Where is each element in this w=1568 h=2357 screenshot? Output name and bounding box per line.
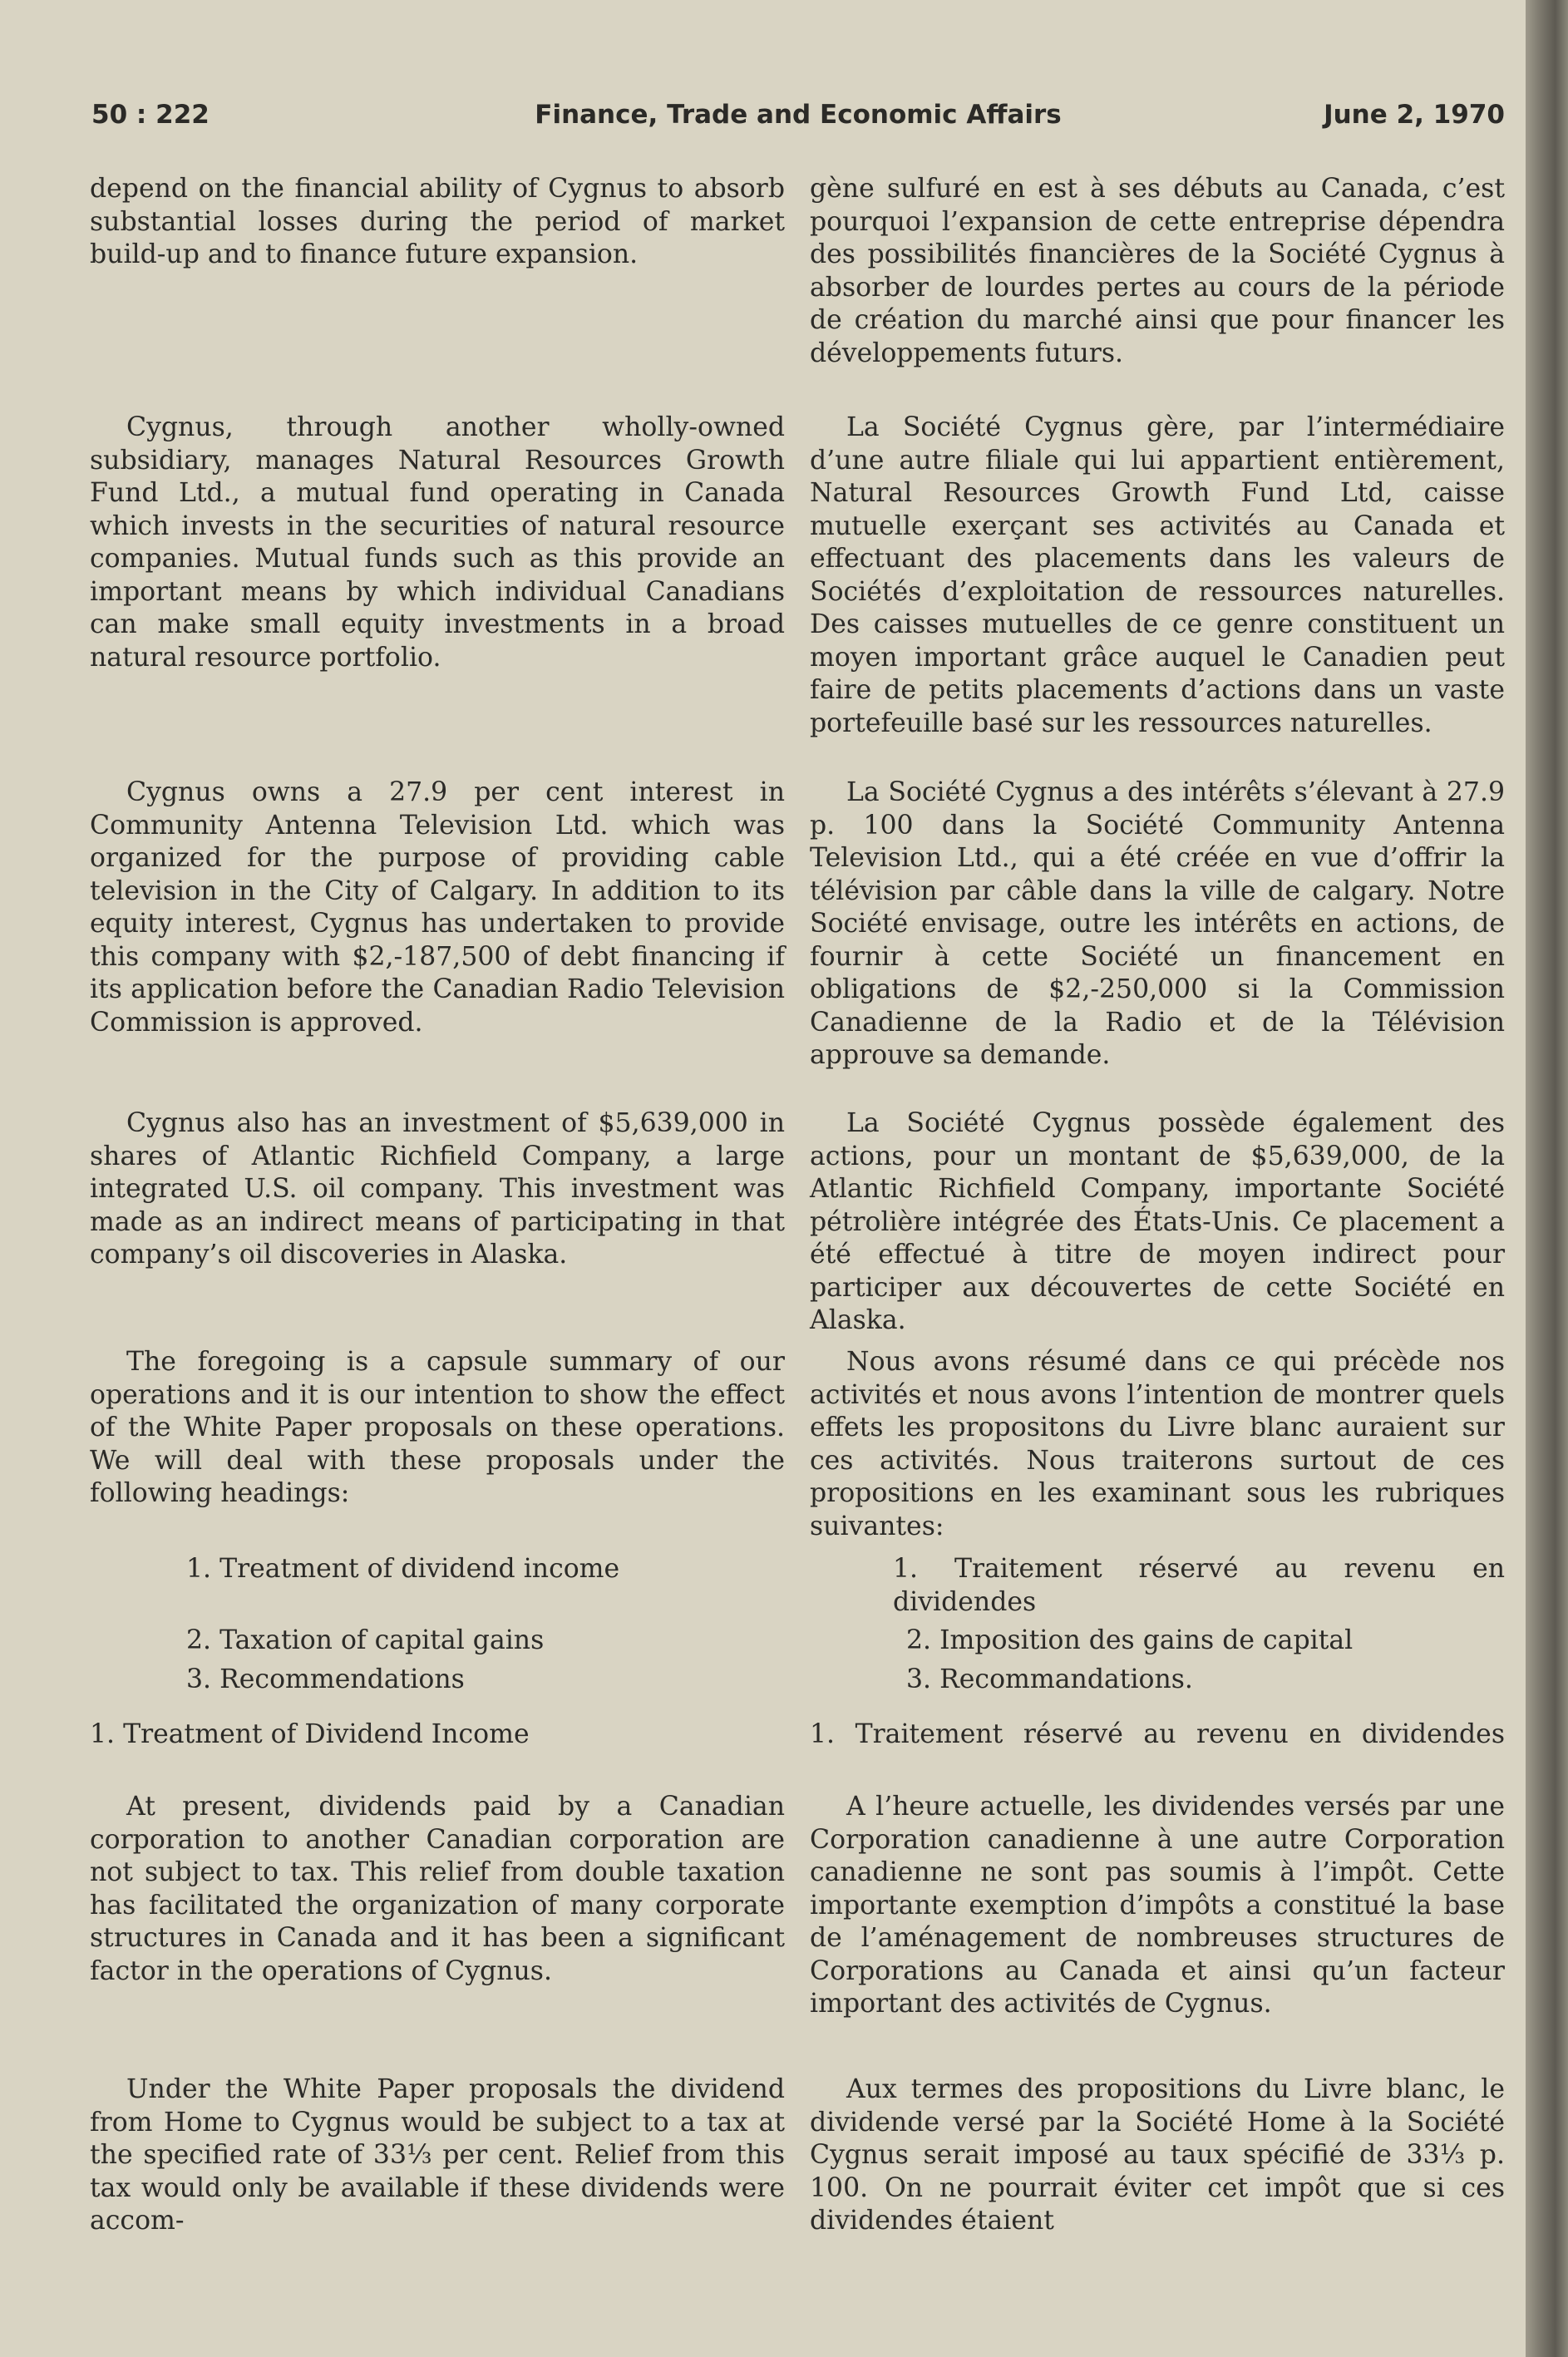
en-paragraph: Cygnus, through another wholly-owned subsidiary, manages Natural Resources Growth Fund Ltd., a mutual fund operating in Canada which invests in the securities of natural resource companies. Mutual funds such as this provide an important means by which individual Canadians can make small equity investments in a broad natural resource portfolio.	[90, 412, 785, 673]
fr-paragraph: gène sulfuré en est à ses débuts au Canada, c’est pourquoi l’expansion de cette entreprise dépendra des possibilités financières de la Société Cygnus à absorber de lourdes pertes au cours de la période de création du marché ainsi que pour financer les développements futurs.	[810, 174, 1505, 368]
committee-title: Finance, Trade and Economic Affairs	[535, 100, 1062, 130]
en-list-item: 3. Recommendations	[186, 1664, 465, 1694]
fr-section-heading: 1. Traitement réservé au revenu en dividendes	[810, 1719, 1505, 1749]
en-section-heading: 1. Treatment of Dividend Income	[90, 1719, 530, 1749]
fr-list-item	[810, 1553, 1505, 1619]
page-header	[91, 100, 1505, 141]
fr-paragraph: La Société Cygnus a des intérêts s’élevant à 27.9 p. 100 dans la Société Community Antenna Television Ltd., qui a été créée en vue d’offrir la télévision par câble dans la ville de calgary. Notre Société envisage, outre les intérêts en actions, de fournir à cette Société un financement en obligations de $2,-250,000 si la Commission Canadienne de la Radio et de la Télévision approuve sa demande.	[810, 777, 1505, 1070]
fr-list-item: 2. Imposition des gains de capital	[906, 1625, 1354, 1655]
en-paragraph: depend on the financial ability of Cygnus to absorb substantial losses during the period of market build-up and to finance future expansion.	[90, 174, 785, 269]
fr-paragraph: La Société Cygnus gère, par l’intermédiaire d’une autre filiale qui lui appartient entièrement, Natural Resources Growth Fund Ltd, caisse mutuelle exerçant ses activités au Canada et effectuant des placements dans les valeurs de Sociétés d’exploitation de ressources naturelles. Des caisses mutuelles de ce genre constituent un moyen important grâce auquel le Canadien peut faire de petits placements d’actions dans un vaste portefeuille basé sur les ressources naturelles.	[810, 412, 1505, 738]
en-paragraph: Under the White Paper proposals the dividend from Home to Cygnus would be subject to a tax at the specified rate of 33⅓ per cent. Relief from this tax would only be available if these dividends were accom-	[90, 2074, 785, 2236]
fr-paragraph: Nous avons résumé dans ce qui précède nos activités et nous avons l’intention de montrer quels effets les propositons du Livre blanc auraient sur ces activités. Nous traiterons surtout de ces propositions en les examinant sous les rubriques suivantes:	[810, 1347, 1505, 1541]
en-paragraph: At present, dividends paid by a Canadian corporation to another Canadian corporation are not subject to tax. This relief from double taxation has facilitated the organization of many corporate structures in Canada and it has been a significant factor in the operations of Cygnus.	[90, 1792, 785, 1986]
page-number: 50 : 222	[91, 100, 210, 130]
fr-paragraph: A l’heure actuelle, les dividendes versés par une Corporation canadienne à une autre Corporation canadienne ne sont pas soumis à l’impôt. Cette importante exemption d’impôts a constitué la base de l’aménagement de nombreuses structures de Corporations au Canada et ainsi qu’un facteur important des activités de Cygnus.	[810, 1792, 1505, 2019]
en-paragraph: Cygnus owns a 27.9 per cent interest in Community Antenna Television Ltd. which was organized for the purpose of providing cable television in the City of Calgary. In addition to its equity interest, Cygnus has undertaken to provide this company with $2,-187,500 of debt financing if its application before the Canadian Radio Television Commission is approved.	[90, 777, 785, 1038]
en-paragraph: Cygnus also has an investment of $5,639,000 in shares of Atlantic Richfield Company, a large integrated U.S. oil company. This investment was made as an indirect means of participating in that company’s oil discoveries in Alaska.	[90, 1108, 785, 1270]
en-paragraph: The foregoing is a capsule summary of our operations and it is our intention to show the effect of the White Paper proposals on these operations. We will deal with these proposals under the following headings:	[90, 1347, 785, 1508]
fr-list-item-text: 1. Traitement réservé au revenu en dividendes	[893, 1554, 1505, 1617]
page-date: June 2, 1970	[1324, 100, 1505, 130]
binding-edge	[1526, 0, 1568, 2357]
fr-paragraph: Aux termes des propositions du Livre blanc, le dividende versé par la Société Home à la Société Cygnus serait imposé au taux spécifié de 33⅓ p. 100. On ne pourrait éviter cet impôt que si ces dividendes étaient	[810, 2074, 1505, 2236]
fr-list-item: 3. Recommandations.	[906, 1664, 1193, 1694]
fr-paragraph: La Société Cygnus possède également des actions, pour un montant de $5,639,000, de la Atlantic Richfield Company, importante Société pétrolière intégrée des États-Unis. Ce placement a été effectué à titre de moyen indirect pour participer aux découvertes de cette Société en Alaska.	[810, 1108, 1505, 1335]
en-list-item: 2. Taxation of capital gains	[186, 1625, 545, 1655]
en-list-item: 1. Treatment of dividend income	[186, 1554, 620, 1584]
